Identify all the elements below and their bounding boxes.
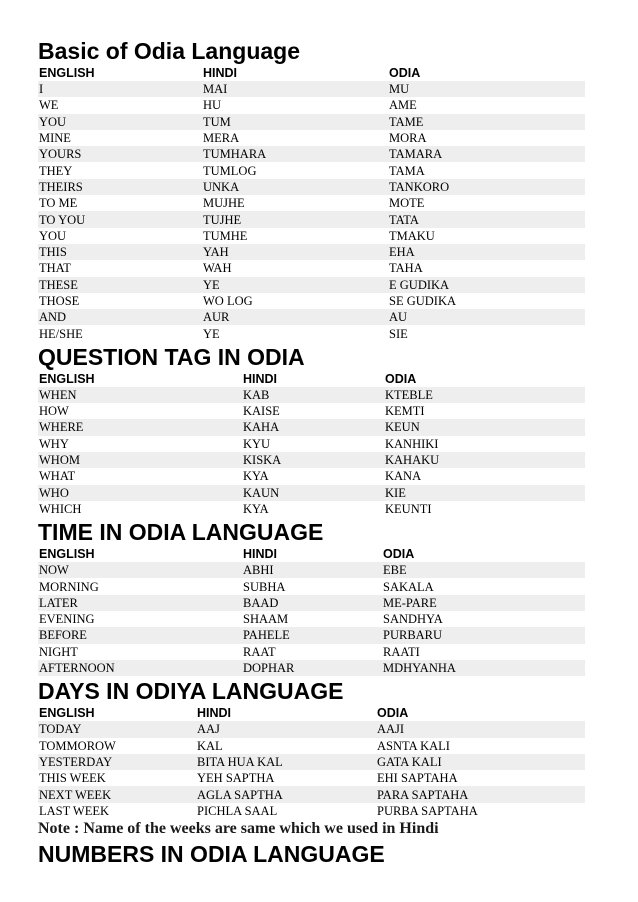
table-row — [38, 403, 585, 419]
table-row — [38, 114, 585, 130]
cell-english: WHICH — [39, 501, 82, 516]
cell-english: AND — [38, 309, 202, 325]
table-row — [38, 485, 585, 501]
cell-odia: MORA — [389, 131, 427, 146]
cell-hindi: KYA — [243, 469, 269, 484]
column-header-english: ENGLISH — [39, 66, 95, 80]
cell-odia: KEMTI — [385, 404, 425, 419]
section-days — [38, 676, 585, 819]
cell-hindi: TUMLOG — [203, 163, 257, 178]
cell-english: WHOM — [38, 452, 242, 468]
cell-english: NOW — [38, 562, 242, 578]
cell-odia: SE GUDIKA — [389, 294, 457, 308]
table-row — [38, 501, 585, 517]
table-row — [38, 644, 585, 660]
cell-odia: PURBARU — [382, 627, 585, 643]
cell-hindi: UNKA — [202, 179, 388, 195]
column-header-odia: ODIA — [383, 547, 415, 562]
section-title: QUESTION TAG IN ODIA — [38, 343, 305, 370]
cell-hindi: AGLA SAPTHA — [196, 786, 376, 802]
cell-english: TO ME — [39, 196, 78, 211]
cell-odia: MU — [388, 81, 585, 97]
cell-hindi: MUJHE — [203, 196, 245, 211]
cell-hindi: TUJHE — [202, 211, 388, 227]
table-row — [38, 146, 585, 162]
table-row — [38, 562, 585, 578]
cell-english: WHY — [39, 436, 69, 451]
cell-hindi: KAL — [197, 738, 223, 753]
cell-english: THESE — [38, 277, 202, 293]
table-row — [38, 260, 585, 276]
table-row — [38, 81, 585, 97]
cell-hindi: YE — [202, 277, 388, 293]
table-row — [38, 179, 585, 195]
table-row — [38, 277, 585, 293]
cell-english: NIGHT — [39, 644, 78, 659]
section-title: DAYS IN ODIYA LANGUAGE — [38, 678, 344, 705]
cell-english: THAT — [39, 261, 71, 276]
table-row — [38, 228, 585, 244]
column-header-odia: ODIA — [385, 371, 417, 386]
table-row — [38, 611, 585, 627]
cell-odia: SIE — [389, 326, 408, 341]
table-header-row — [38, 66, 585, 81]
cell-english: EVENING — [39, 612, 95, 627]
cell-odia: SANDHYA — [383, 612, 443, 627]
cell-odia: KANHIKI — [385, 436, 439, 451]
cell-odia: TAME — [388, 114, 585, 130]
vocabulary-table — [38, 547, 585, 676]
cell-hindi: KAB — [242, 387, 384, 403]
column-header-english: ENGLISH — [39, 371, 95, 386]
cell-english: YESTERDAY — [38, 754, 196, 770]
cell-odia: AU — [388, 309, 585, 325]
cell-odia: TAMA — [389, 163, 425, 178]
cell-hindi: TUMHARA — [202, 146, 388, 162]
cell-hindi: BAAD — [242, 595, 382, 611]
cell-english: BEFORE — [38, 627, 242, 643]
cell-english: LAST WEEK — [39, 803, 110, 818]
cell-odia: EHI SAPTAHA — [377, 771, 458, 786]
column-header-odia: ODIA — [389, 66, 421, 80]
vocabulary-table — [38, 372, 585, 517]
section-question-tag — [38, 342, 585, 517]
cell-odia: KIE — [384, 485, 585, 501]
column-header-hindi: HINDI — [203, 66, 238, 80]
table-row — [38, 244, 585, 260]
column-header-english: ENGLISH — [39, 706, 95, 721]
cell-odia: ME-PARE — [382, 595, 585, 611]
table-header-row — [38, 706, 585, 721]
cell-english: AFTERNOON — [38, 660, 242, 676]
numbers-heading: NUMBERS IN ODIA LANGUAGE — [38, 840, 385, 867]
cell-english: THEY — [39, 163, 73, 178]
table-row — [38, 803, 585, 819]
cell-hindi: TUMHE — [203, 228, 248, 243]
cell-hindi: YEH SAPTHA — [197, 771, 275, 786]
cell-hindi: PICHLA SAAL — [197, 803, 278, 818]
cell-hindi: ABHI — [242, 562, 382, 578]
cell-hindi: WAH — [203, 261, 232, 276]
section-basic — [38, 36, 585, 342]
table-row — [38, 130, 585, 146]
vocabulary-table — [38, 66, 585, 342]
table-row — [38, 786, 585, 802]
cell-english: THEIRS — [38, 179, 202, 195]
table-header-row — [38, 372, 585, 387]
cell-hindi: KAISE — [243, 404, 280, 419]
table-row — [38, 97, 585, 113]
cell-english: NEXT WEEK — [38, 786, 196, 802]
table-row — [38, 578, 585, 594]
cell-hindi: SUBHA — [243, 579, 286, 594]
table-row — [38, 595, 585, 611]
table-row — [38, 162, 585, 178]
cell-hindi: TUM — [202, 114, 388, 130]
cell-english: TOMMOROW — [39, 738, 116, 753]
cell-hindi: HU — [203, 98, 222, 113]
cell-odia: KANA — [385, 469, 422, 484]
column-header-english: ENGLISH — [39, 547, 95, 562]
table-row — [38, 293, 585, 309]
cell-hindi: RAAT — [243, 644, 276, 659]
cell-english: YOURS — [38, 146, 202, 162]
cell-odia: MDHYANHA — [382, 660, 585, 676]
cell-english: HOW — [39, 404, 69, 419]
cell-odia: TAHA — [389, 261, 423, 276]
cell-english: MORNING — [39, 579, 99, 594]
cell-english: WHEN — [38, 387, 242, 403]
cell-hindi: BITA HUA KAL — [196, 754, 376, 770]
cell-odia: EBE — [382, 562, 585, 578]
cell-hindi: KYA — [243, 501, 269, 516]
cell-hindi: MAI — [202, 81, 388, 97]
table-row — [38, 309, 585, 325]
cell-english: TODAY — [38, 721, 196, 737]
note-text: Note : Name of the weeks are same which we used in Hindi — [38, 819, 439, 837]
section-title: Basic of Odia Language — [38, 38, 300, 64]
table-header-row — [38, 547, 585, 562]
cell-english: WE — [39, 98, 59, 113]
cell-english: THIS WEEK — [39, 771, 106, 786]
cell-english: I — [38, 81, 202, 97]
cell-odia: AAJI — [376, 721, 585, 737]
table-row — [38, 468, 585, 484]
cell-english: THIS — [38, 244, 202, 260]
document-page — [38, 36, 585, 869]
cell-odia: GATA KALI — [376, 754, 585, 770]
table-row — [38, 738, 585, 754]
cell-odia: KEUN — [384, 419, 585, 435]
cell-odia: TMAKU — [389, 228, 435, 243]
cell-odia: RAATI — [383, 644, 420, 659]
cell-english: LATER — [38, 595, 242, 611]
cell-hindi: SHAAM — [243, 612, 289, 627]
cell-hindi: WO LOG — [203, 294, 253, 308]
cell-odia: PARA SAPTAHA — [376, 786, 585, 802]
table-row — [38, 627, 585, 643]
cell-odia: E GUDIKA — [388, 277, 585, 293]
cell-hindi: PAHELE — [242, 627, 382, 643]
cell-english: TO YOU — [38, 211, 202, 227]
cell-odia: ASNTA KALI — [377, 738, 450, 753]
table-row — [38, 660, 585, 676]
cell-odia: TANKORO — [388, 179, 585, 195]
cell-english: WHERE — [38, 419, 242, 435]
table-row — [38, 387, 585, 403]
cell-hindi: DOPHAR — [242, 660, 382, 676]
column-header-hindi: HINDI — [243, 547, 278, 562]
cell-odia: EHA — [388, 244, 585, 260]
cell-odia: KTEBLE — [384, 387, 585, 403]
table-row — [38, 211, 585, 227]
table-row — [38, 195, 585, 211]
section-time — [38, 517, 585, 676]
table-row — [38, 325, 585, 341]
cell-hindi: KYU — [243, 436, 271, 451]
cell-odia: PURBA SAPTAHA — [377, 803, 478, 818]
cell-odia: MOTE — [389, 196, 425, 211]
cell-hindi: AUR — [202, 309, 388, 325]
cell-hindi: MERA — [203, 131, 240, 146]
cell-english: HE/SHE — [39, 326, 83, 341]
table-row — [38, 436, 585, 452]
cell-odia: KEUNTI — [385, 501, 432, 516]
cell-english: MINE — [39, 131, 71, 146]
table-row — [38, 419, 585, 435]
cell-english: THOSE — [39, 294, 80, 308]
cell-english: YOU — [39, 228, 67, 243]
column-header-odia: ODIA — [377, 706, 409, 721]
cell-odia: TAMARA — [388, 146, 585, 162]
sections-container — [38, 36, 585, 819]
cell-english: WHAT — [39, 469, 76, 484]
cell-hindi: KAHA — [242, 419, 384, 435]
column-header-hindi: HINDI — [197, 706, 232, 721]
cell-odia: TATA — [388, 211, 585, 227]
table-row — [38, 754, 585, 770]
column-header-hindi: HINDI — [243, 371, 278, 386]
vocabulary-table — [38, 706, 585, 819]
cell-odia: SAKALA — [383, 579, 434, 594]
table-row — [38, 770, 585, 786]
section-title: TIME IN ODIA LANGUAGE — [38, 519, 324, 546]
table-row — [38, 452, 585, 468]
cell-hindi: AAJ — [196, 721, 376, 737]
cell-hindi: KISKA — [242, 452, 384, 468]
cell-hindi: YAH — [202, 244, 388, 260]
cell-hindi: KAUN — [242, 485, 384, 501]
cell-odia: KAHAKU — [384, 452, 585, 468]
cell-english: WHO — [38, 485, 242, 501]
cell-odia: AME — [389, 98, 417, 113]
table-row — [38, 721, 585, 737]
cell-hindi: YE — [203, 326, 220, 341]
cell-english: YOU — [38, 114, 202, 130]
